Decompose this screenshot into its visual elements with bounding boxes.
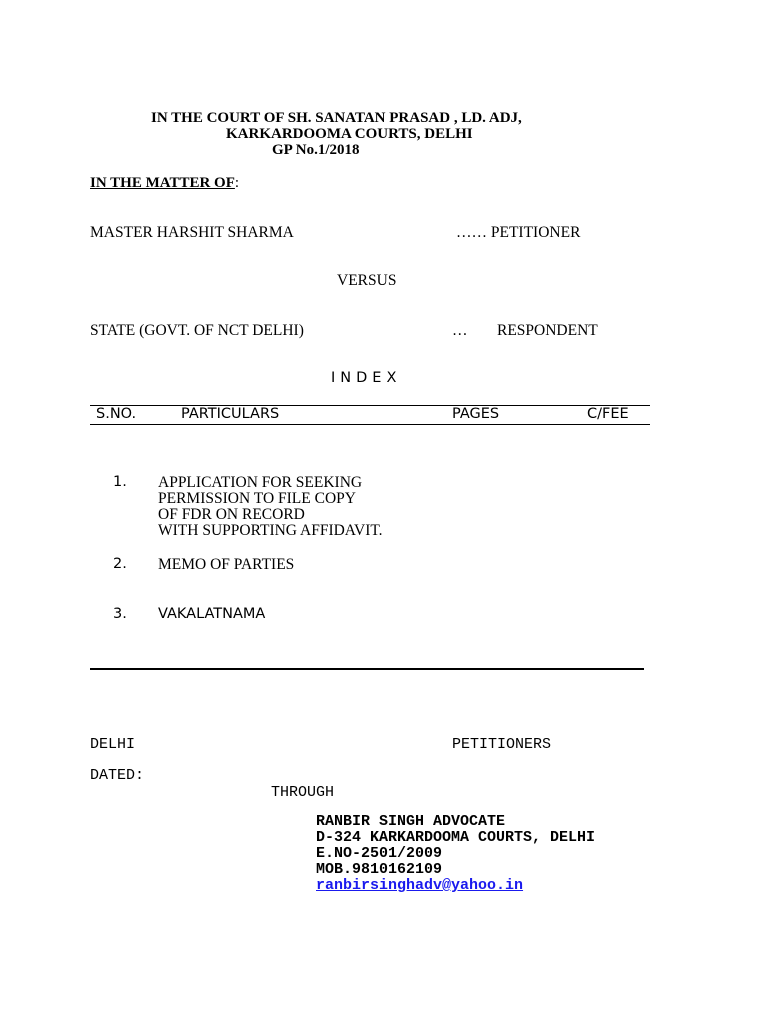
item-1-line-3: OF FDR ON RECORD xyxy=(158,506,305,523)
respondent-dots: … xyxy=(452,322,468,339)
email-link[interactable]: ranbirsinghadv@yahoo.in xyxy=(316,877,524,894)
column-header-sno: S.NO. xyxy=(96,406,137,422)
item-number-3: 3. xyxy=(113,606,127,622)
column-header-cfee: C/FEE xyxy=(587,406,629,422)
table-top-rule xyxy=(90,405,650,406)
table-bottom-rule xyxy=(90,424,650,425)
item-1-line-1: APPLICATION FOR SEEKING xyxy=(158,474,363,491)
respondent-name: STATE (GOVT. OF NCT DELHI) xyxy=(90,322,304,339)
petitioner-name: MASTER HARSHIT SHARMA xyxy=(90,224,294,241)
mobile-number: MOB.9810162109 xyxy=(316,861,443,878)
petitioner-role: …… PETITIONER xyxy=(456,224,581,241)
item-1-line-2: PERMISSION TO FILE COPY xyxy=(158,490,356,507)
court-location-line: KARKARDOOMA COURTS, DELHI xyxy=(226,126,473,142)
index-title: INDEX xyxy=(331,370,402,386)
court-title-line: IN THE COURT OF SH. SANATAN PRASAD , LD. ADJ, xyxy=(151,110,522,126)
respondent-role: RESPONDENT xyxy=(497,322,598,339)
advocate-address: D-324 KARKARDOOMA COURTS, DELHI xyxy=(316,829,596,846)
advocate-name: RANBIR SINGH ADVOCATE xyxy=(316,813,506,830)
item-number-2: 2. xyxy=(113,556,127,572)
column-header-pages: PAGES xyxy=(452,406,500,422)
place-label: DELHI xyxy=(90,736,136,753)
item-2-line-1: MEMO OF PARTIES xyxy=(158,556,295,573)
column-header-particulars: PARTICULARS xyxy=(181,406,280,422)
enrolment-number: E.NO-2501/2009 xyxy=(316,845,443,862)
item-3-line-1: VAKALATNAMA xyxy=(158,606,266,622)
versus-label: VERSUS xyxy=(337,272,397,289)
case-number: GP No.1/2018 xyxy=(272,142,360,158)
matter-label: IN THE MATTER OF xyxy=(90,175,235,191)
item-1-line-4: WITH SUPPORTING AFFIDAVIT. xyxy=(158,522,383,539)
through-label: THROUGH xyxy=(271,784,335,801)
dated-label: DATED: xyxy=(90,767,145,784)
item-number-1: 1. xyxy=(113,474,127,490)
matter-heading xyxy=(90,175,239,192)
petitioners-label: PETITIONERS xyxy=(452,736,552,753)
section-divider xyxy=(90,668,644,670)
matter-colon: : xyxy=(234,175,240,191)
